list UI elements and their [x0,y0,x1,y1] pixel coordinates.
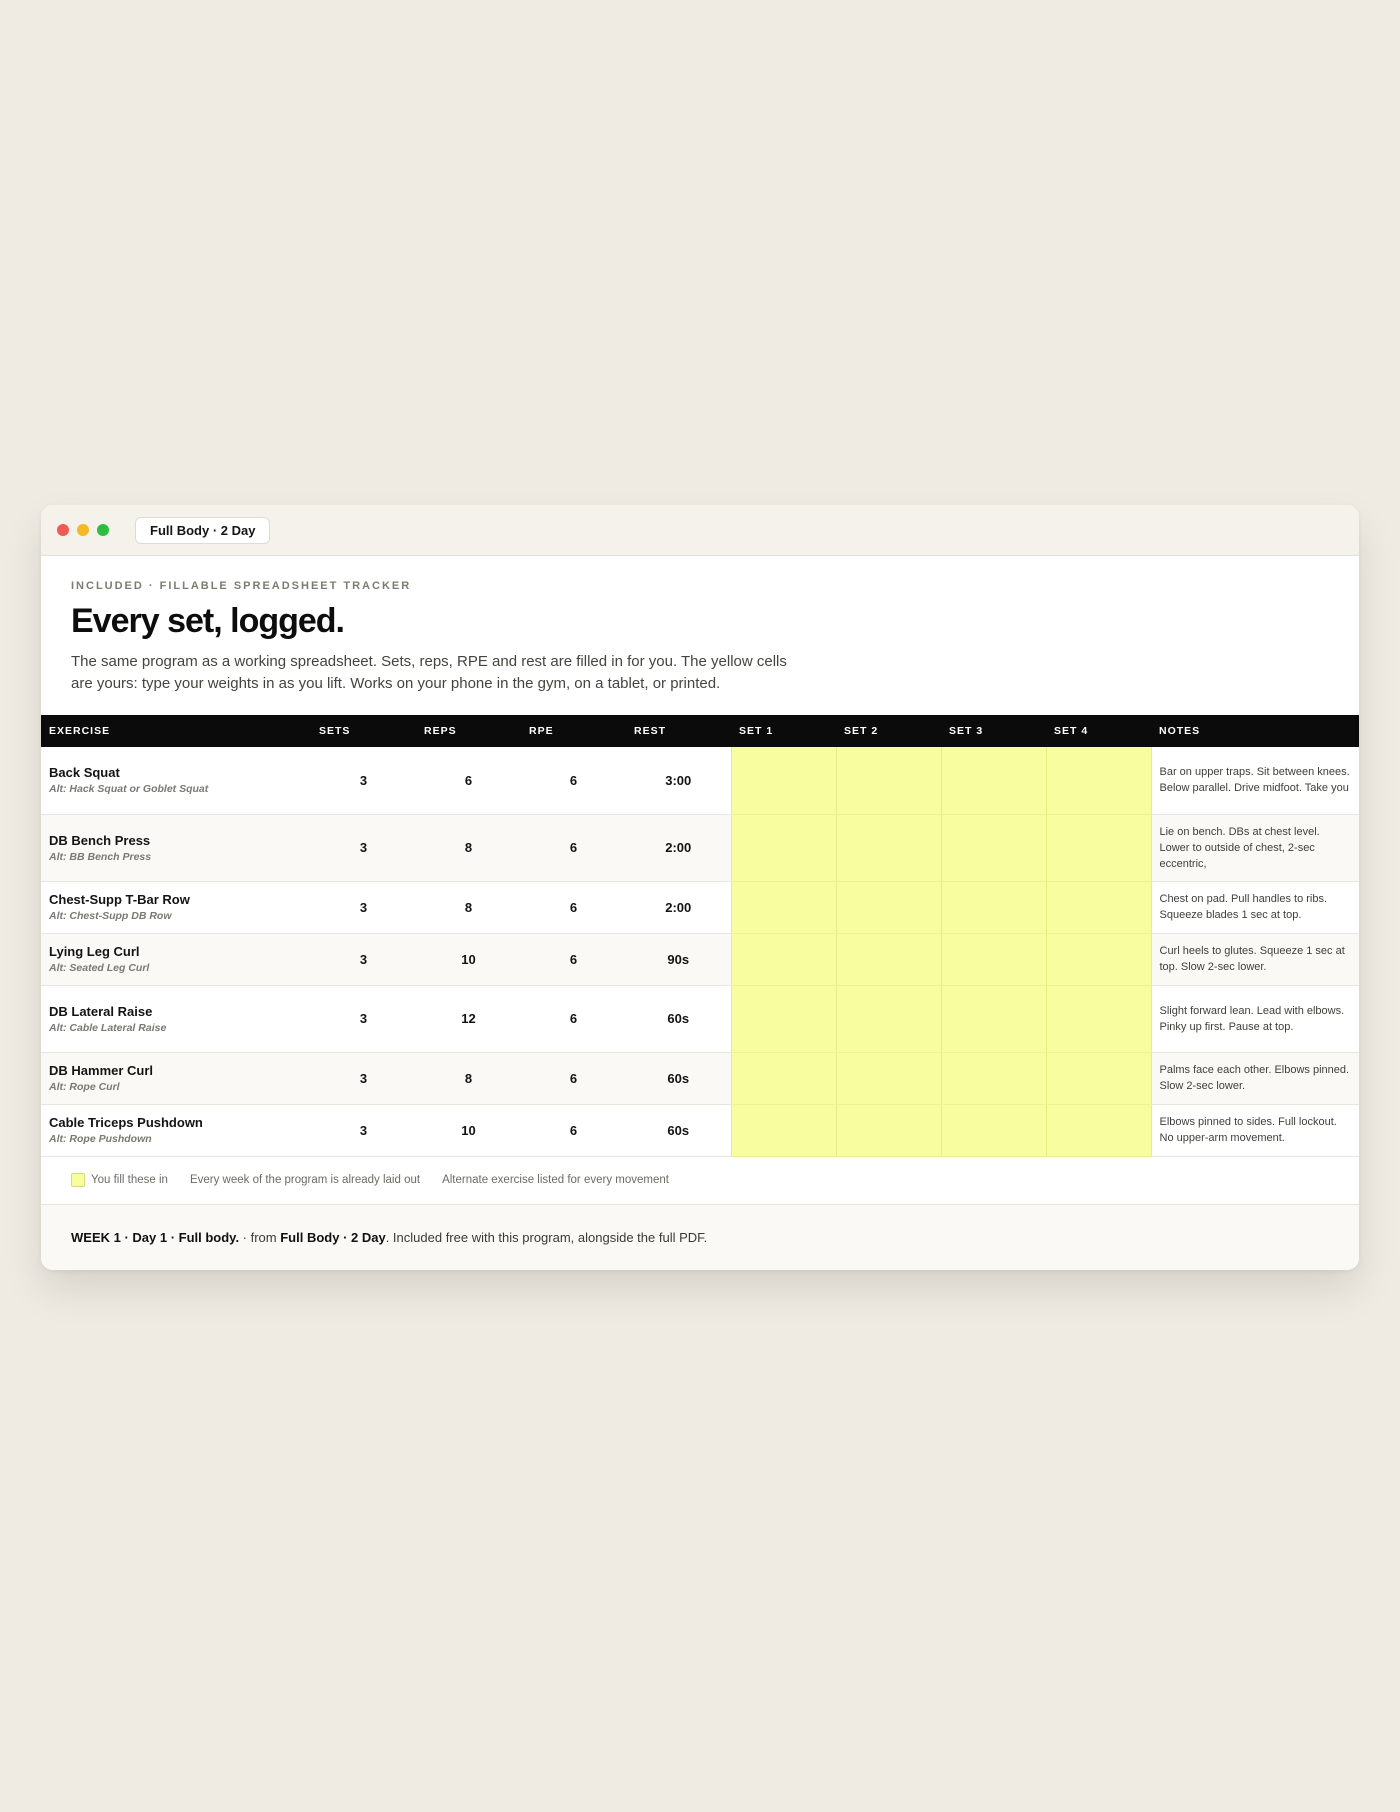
exercise-name: Back Squat [49,765,120,781]
legend [41,1157,1359,1205]
notes-cell: Lie on bench. DBs at chest level. Lower to outside of chest, 2-sec eccentric, [1151,814,1359,881]
legend-alt: Alternate exercise listed for every movement [442,1174,669,1186]
set-2-input[interactable] [836,747,941,814]
sets-cell: 3 [311,933,416,985]
rest-cell: 2:00 [626,814,731,881]
rpe-cell: 6 [521,747,626,814]
footer [41,1205,1359,1270]
header-reps: REPS [416,715,521,747]
exercise-name: Lying Leg Curl [49,944,140,959]
footer-program: Full Body · 2 Day [280,1229,386,1245]
exercise-alt: Alt: Chest-Supp DB Row [49,910,172,922]
sets-cell: 3 [311,814,416,881]
reps-cell: 8 [416,881,521,933]
app-window [41,505,1359,1270]
rpe-cell: 6 [521,933,626,985]
exercise-alt: Alt: Rope Pushdown [49,1133,152,1145]
rest-cell: 2:00 [626,881,731,933]
rest-cell: 60s [626,985,731,1052]
close-window-button[interactable] [57,524,69,536]
legend-fill-label: You fill these in [91,1174,168,1186]
notes-cell: Chest on pad. Pull handles to ribs. Squeeze blades 1 sec at top. [1151,881,1359,933]
notes-cell: Elbows pinned to sides. Full lockout. No upper-arm movement. [1151,1104,1359,1156]
set-2-input[interactable] [836,814,941,881]
exercise-name: DB Lateral Raise [49,1003,153,1019]
header-set-3: SET 3 [941,715,1046,747]
table-row [41,747,1359,814]
rest-cell: 90s [626,933,731,985]
table-row [41,1052,1359,1104]
header-rpe: RPE [521,715,626,747]
set-2-input[interactable] [836,985,941,1052]
exercise-cell [41,747,311,814]
rest-cell: 60s [626,1052,731,1104]
exercise-name: DB Bench Press [49,832,151,848]
exercise-cell [41,933,311,985]
reps-cell: 10 [416,933,521,985]
set-4-input[interactable] [1046,1052,1151,1104]
footer-week: WEEK 1 · Day 1 · Full body. [71,1229,240,1245]
set-4-input[interactable] [1046,747,1151,814]
sets-cell: 3 [311,1052,416,1104]
rpe-cell: 6 [521,1104,626,1156]
reps-cell: 10 [416,1104,521,1156]
set-3-input[interactable] [941,933,1046,985]
set-1-input[interactable] [731,881,836,933]
header-rest: REST [626,715,731,747]
header-exercise: EXERCISE [41,715,311,747]
footer-from: · from [239,1229,281,1245]
legend-fill [71,1173,168,1187]
set-4-input[interactable] [1046,985,1151,1052]
set-4-input[interactable] [1046,814,1151,881]
exercise-cell [41,1104,311,1156]
set-3-input[interactable] [941,814,1046,881]
sets-cell: 3 [311,1104,416,1156]
sets-cell: 3 [311,985,416,1052]
exercise-cell [41,1052,311,1104]
notes-cell: Bar on upper traps. Sit between knees. Below parallel. Drive midfoot. Take you [1151,747,1359,814]
exercise-alt: Alt: Seated Leg Curl [49,962,150,974]
set-1-input[interactable] [731,933,836,985]
set-4-input[interactable] [1046,1104,1151,1156]
exercise-name: Cable Triceps Pushdown [49,1115,203,1130]
exercise-name: Chest-Supp T-Bar Row [49,892,190,907]
set-1-input[interactable] [731,1052,836,1104]
rpe-cell: 6 [521,814,626,881]
exercise-cell [41,814,311,881]
hero-section [41,556,1359,715]
rest-cell: 3:00 [626,747,731,814]
set-2-input[interactable] [836,1104,941,1156]
tab-full-body[interactable]: Full Body · 2 Day [135,517,270,544]
set-2-input[interactable] [836,1052,941,1104]
set-3-input[interactable] [941,985,1046,1052]
eyebrow-label: INCLUDED · FILLABLE SPREADSHEET TRACKER [71,580,412,592]
set-3-input[interactable] [941,881,1046,933]
set-2-input[interactable] [836,933,941,985]
rpe-cell: 6 [521,881,626,933]
set-4-input[interactable] [1046,881,1151,933]
table-row [41,1104,1359,1156]
maximize-window-button[interactable] [97,524,109,536]
footer-rest: . Included free with this program, alongside the full PDF. [385,1229,708,1245]
reps-cell: 8 [416,1052,521,1104]
rest-cell: 60s [626,1104,731,1156]
header-set-1: SET 1 [731,715,836,747]
rpe-cell: 6 [521,1052,626,1104]
set-3-input[interactable] [941,1052,1046,1104]
minimize-window-button[interactable] [77,524,89,536]
exercise-alt: Alt: Cable Lateral Raise [49,1021,167,1034]
header-notes: NOTES [1151,715,1359,747]
rpe-cell: 6 [521,985,626,1052]
exercise-alt: Alt: Hack Squat or Goblet Squat [49,783,209,796]
exercise-alt: Alt: Rope Curl [49,1081,120,1093]
sets-cell: 3 [311,881,416,933]
exercise-name: DB Hammer Curl [49,1063,154,1078]
title-bar [41,505,1359,556]
table-header-row [41,715,1359,747]
exercise-cell [41,985,311,1052]
tracker-table [41,715,1359,1157]
legend-weeks: Every week of the program is already laid out [189,1174,421,1186]
set-3-input[interactable] [941,747,1046,814]
reps-cell: 12 [416,985,521,1052]
exercise-cell [41,881,311,933]
reps-cell: 6 [416,747,521,814]
set-3-input[interactable] [941,1104,1046,1156]
table-row [41,814,1359,881]
set-4-input[interactable] [1046,933,1151,985]
table-row [41,881,1359,933]
set-1-input[interactable] [731,747,836,814]
exercise-alt: Alt: BB Bench Press [49,850,152,863]
set-1-input[interactable] [731,985,836,1052]
table-row [41,985,1359,1052]
sets-cell: 3 [311,747,416,814]
notes-cell: Curl heels to glutes. Squeeze 1 sec at top. Slow 2-sec lower. [1151,933,1359,985]
reps-cell: 8 [416,814,521,881]
notes-cell: Palms face each other. Elbows pinned. Slow 2-sec lower. [1151,1052,1359,1104]
set-1-input[interactable] [731,814,836,881]
page-description: The same program as a working spreadsheet. Sets, reps, RPE and rest are filled in for you. The yellow cells are yours: type your weights in as you lift. Works on your phone in the gym, on a tablet, or printed. [71,653,787,692]
header-set-2: SET 2 [836,715,941,747]
table-row [41,933,1359,985]
page-title: Every set, logged. [71,602,344,640]
header-set-4: SET 4 [1046,715,1151,747]
set-1-input[interactable] [731,1104,836,1156]
header-sets: SETS [311,715,416,747]
yellow-swatch-icon [71,1173,85,1187]
notes-cell: Slight forward lean. Lead with elbows. Pinky up first. Pause at top. [1151,985,1359,1052]
set-2-input[interactable] [836,881,941,933]
